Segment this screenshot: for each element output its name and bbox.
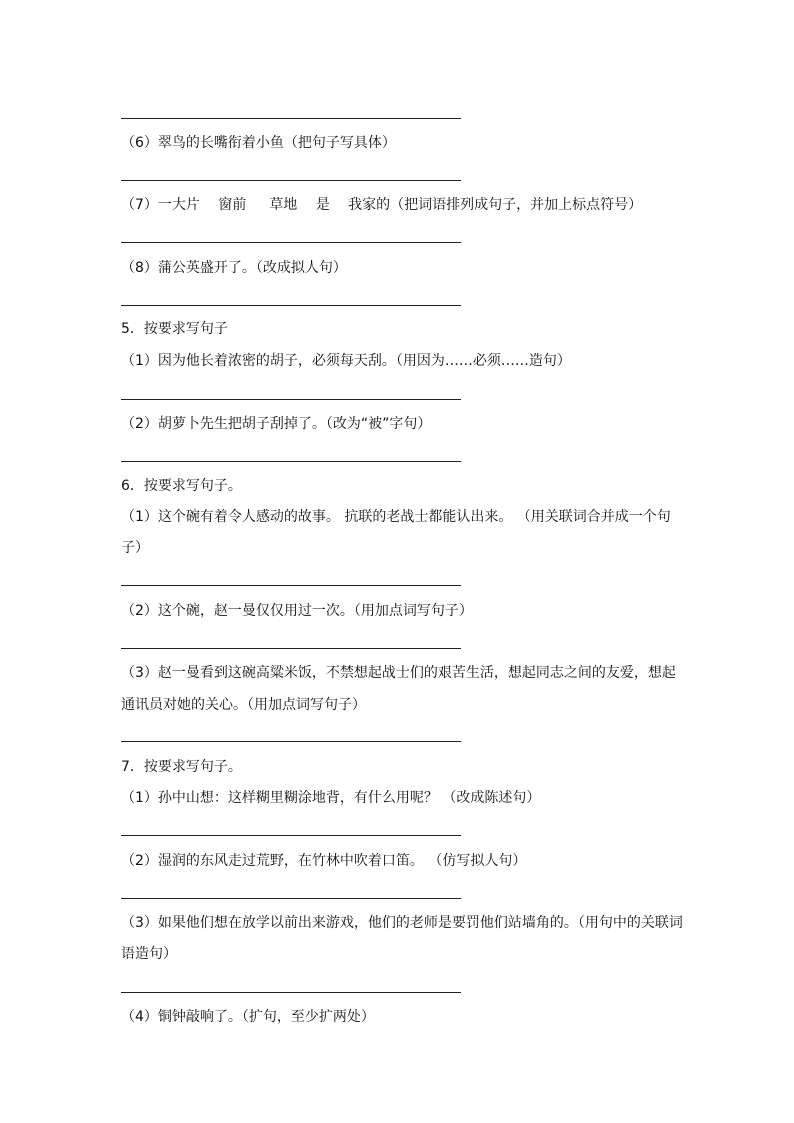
section-5-question-2: （2）胡萝卜先生把胡子刮掉了。（改为“被”字句） <box>121 416 432 432</box>
section-7-heading: 7．按要求写句子。 <box>121 759 242 775</box>
answer-line[interactable] <box>121 648 461 649</box>
section-6-question-3-cont: 通讯员对她的关心。（用加点词写句子） <box>121 697 366 713</box>
answer-line[interactable] <box>121 305 461 306</box>
section-6-question-1-cont: 子） <box>121 540 149 556</box>
question-7: （7）一大片 窗前 草地 是 我家的（把词语排列成句子，并加上标点符号） <box>121 197 643 213</box>
answer-line[interactable] <box>121 992 461 993</box>
section-6-question-3: （3）赵一曼看到这碗高粱米饭，不禁想起战士们的艰苦生活，想起同志之间的友爱，想起 <box>121 665 676 681</box>
answer-line[interactable] <box>121 242 461 243</box>
section-7-question-3-cont: 语造句） <box>121 946 177 962</box>
section-5-heading: 5．按要求写句子 <box>121 321 228 337</box>
answer-line[interactable] <box>121 898 461 899</box>
answer-line[interactable] <box>121 180 461 181</box>
question-8: （8）蒲公英盛开了。（改成拟人句） <box>121 260 347 276</box>
answer-line[interactable] <box>121 835 461 836</box>
section-5-question-1: （1）因为他长着浓密的胡子，必须每天刮。（用因为……必须……造句） <box>121 353 571 369</box>
answer-line[interactable] <box>121 741 461 742</box>
answer-line[interactable] <box>121 399 461 400</box>
section-6-question-2: （2）这个碗，赵一曼仅仅用过一次。（用加点词写句子） <box>121 603 473 619</box>
question-6: （6）翠鸟的长嘴衔着小鱼（把句子写具体） <box>121 135 396 151</box>
answer-line[interactable] <box>121 461 461 462</box>
section-7-question-1: （1）孙中山想：这样糊里糊涂地背，有什么用呢？ （改成陈述句） <box>121 790 541 806</box>
section-7-question-4: （4）铜钟敲响了。（扩句，至少扩两处） <box>121 1009 375 1025</box>
answer-line[interactable] <box>121 118 461 119</box>
section-7-question-2: （2）湿润的东风走过荒野，在竹林中吹着口笛。 （仿写拟人句） <box>121 853 527 869</box>
answer-line[interactable] <box>121 585 461 586</box>
section-6-heading: 6．按要求写句子。 <box>121 478 242 494</box>
section-7-question-3: （3）如果他们想在放学以前出来游戏，他们的老师是要罚他们站墙角的。（用句中的关联词 <box>121 915 683 931</box>
section-6-question-1: （1）这个碗有着令人感动的故事。 抗联的老战士都能认出来。 （用关联词合并成一个句 <box>121 509 671 525</box>
